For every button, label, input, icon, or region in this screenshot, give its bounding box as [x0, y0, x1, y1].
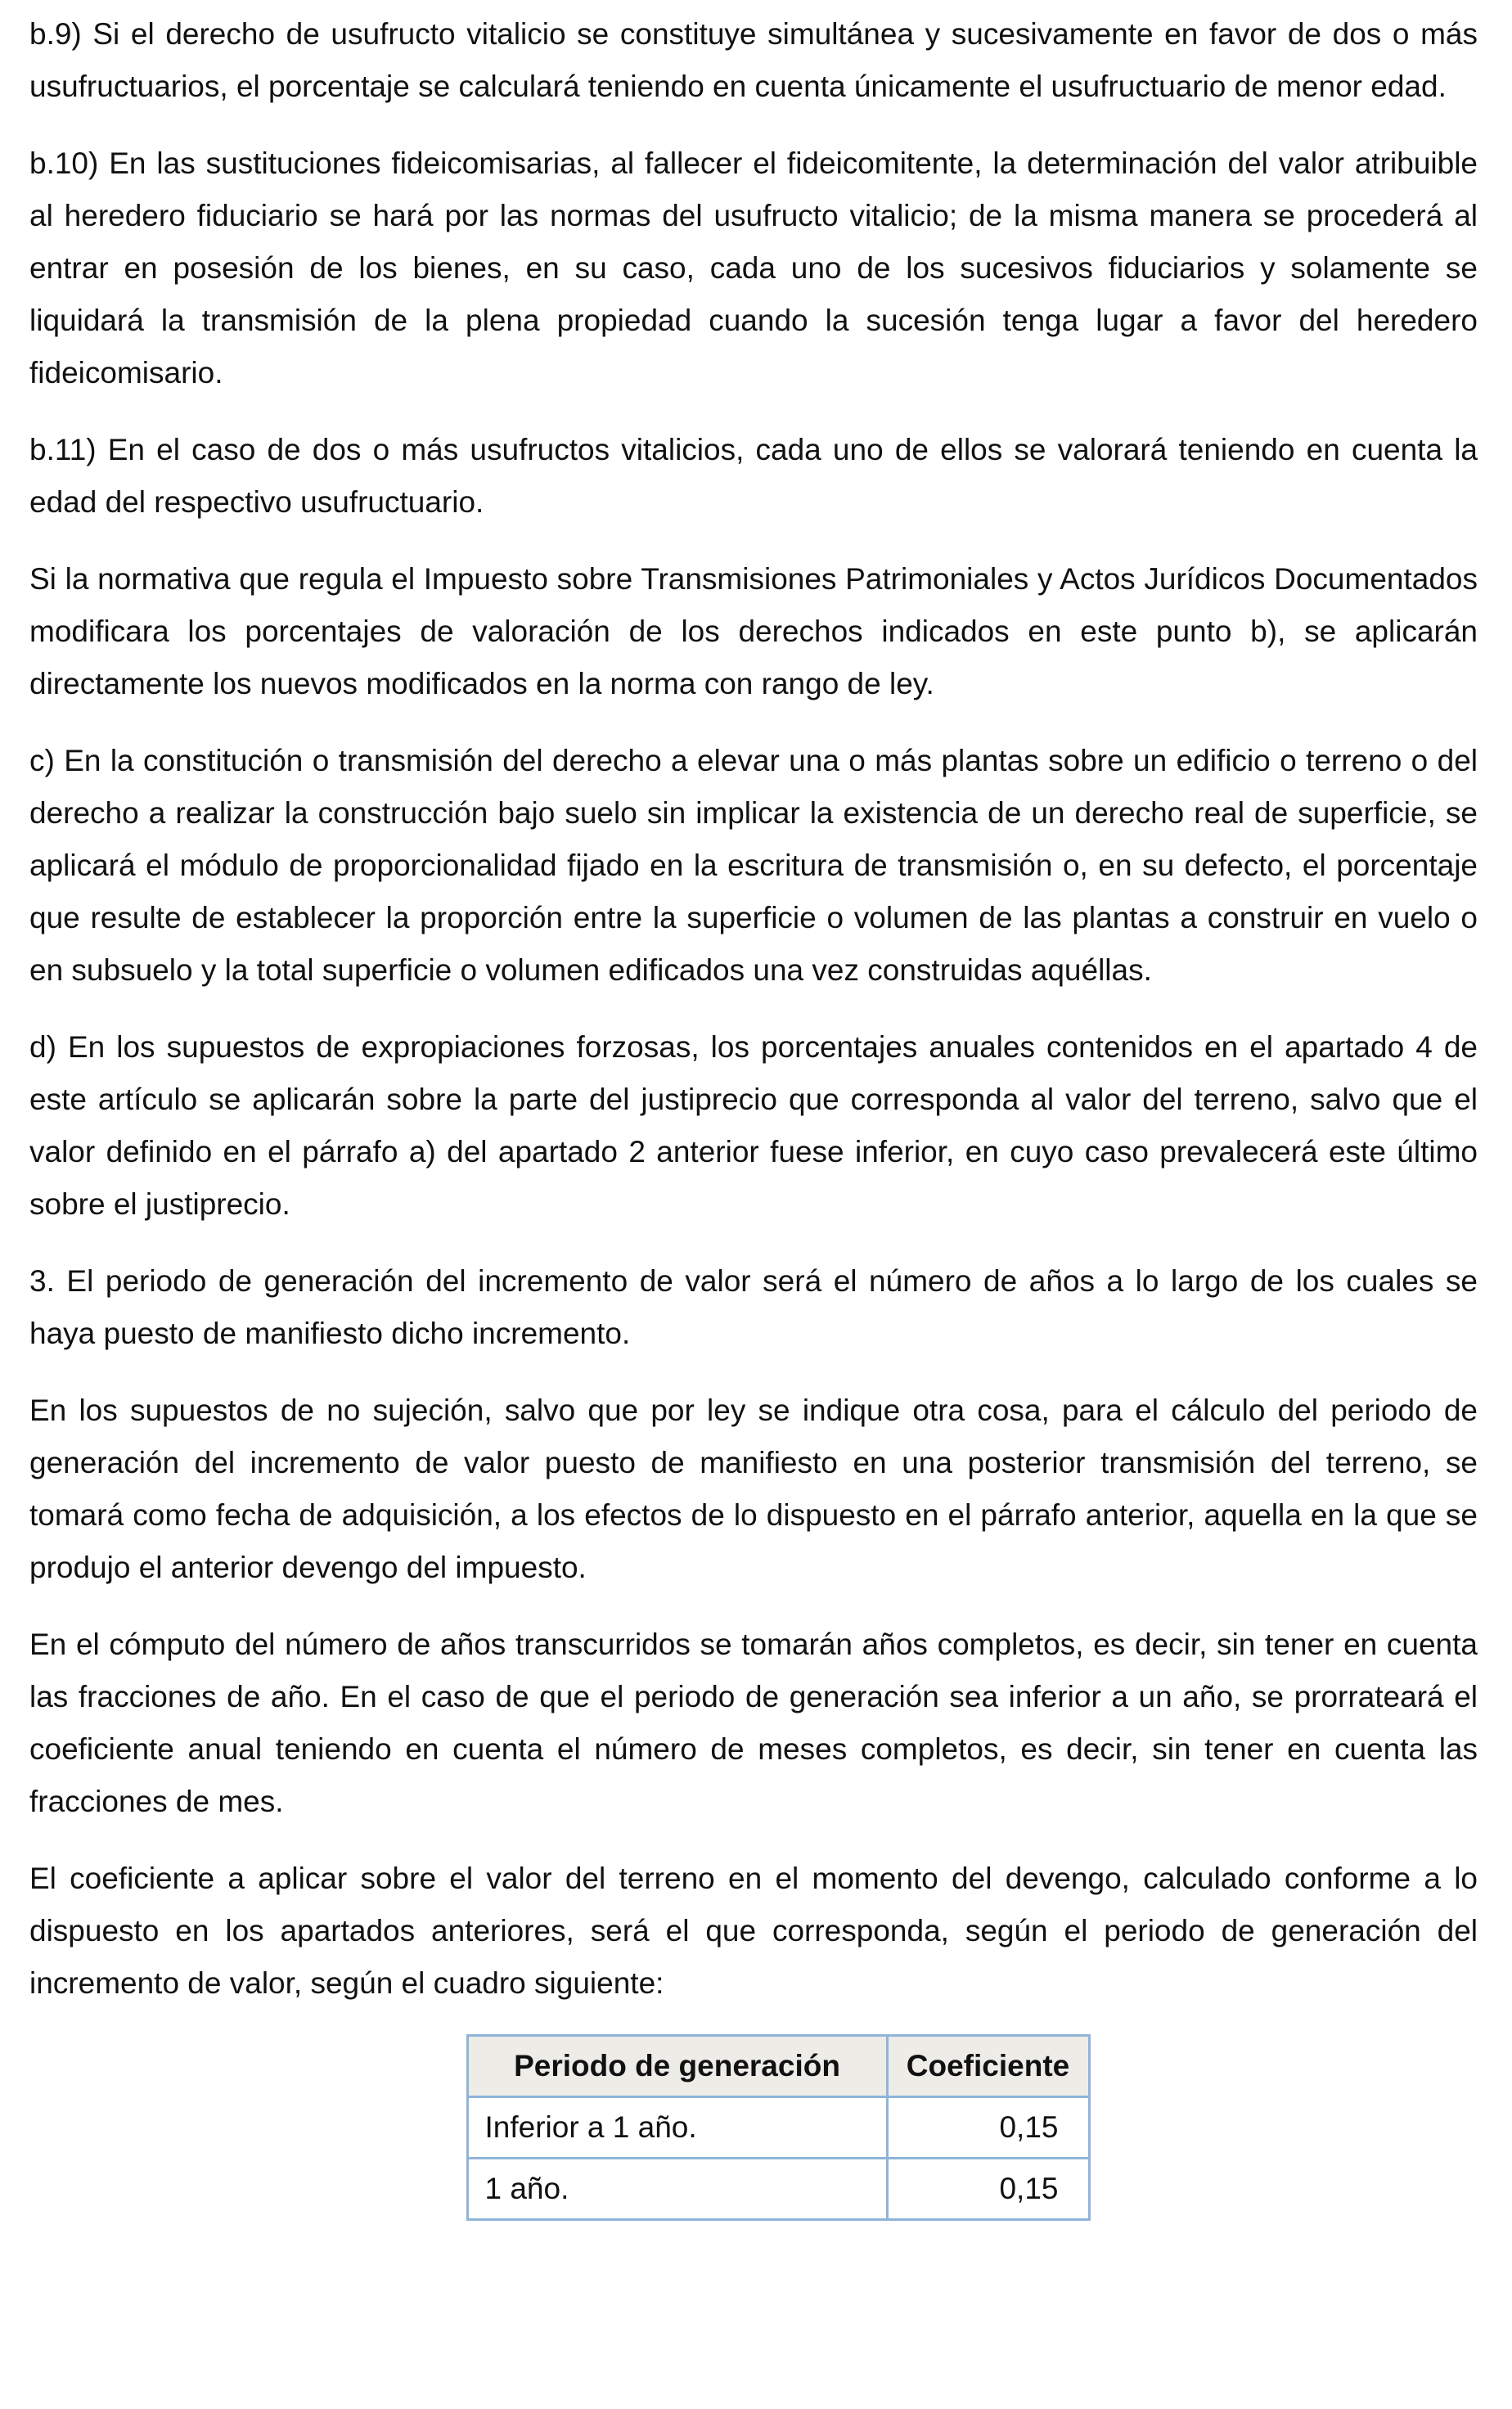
paragraph-b10: b.10) En las sustituciones fideicomisarias, al fallecer el fideicomitente, la determinación del valor atribuible al heredero fiduciario se hará por las normas del usufructo vitalicio; de la misma manera se procederá al entrar en posesión de los bienes, en su caso, cada uno de los sucesivos fiduciarios y solamente se liquidará la transmisión de la plena propiedad cuando la sucesión tenga lugar a favor del heredero fideicomisario.	[29, 146, 1478, 389]
paragraph-coeficiente: El coeficiente a aplicar sobre el valor del terreno en el momento del devengo, calculado conforme a lo dispuesto en los apartados anteriores, será el que corresponda, según el periodo de generación del incremento de valor, según el cuadro siguiente:	[29, 1862, 1478, 2000]
paragraph-3: 3. El periodo de generación del incremento de valor será el número de años a lo largo de los cuales se haya puesto de manifiesto dicho incremento.	[29, 1264, 1478, 1350]
cell-periodo: 1 año.	[467, 2159, 887, 2220]
cell-periodo: Inferior a 1 año.	[467, 2097, 887, 2159]
cell-coeficiente: 0,15	[887, 2097, 1089, 2159]
paragraph-normativa: Si la normativa que regula el Impuesto sobre Transmisiones Patrimoniales y Actos Jurídicos Documentados modificara los porcentajes de valoración de los derechos indicados en este punto b), se aplicarán directamente los nuevos modificados en la norma con rango de ley.	[29, 562, 1478, 700]
paragraph-d: d) En los supuestos de expropiaciones forzosas, los porcentajes anuales contenidos en el apartado 4 de este artículo se aplicarán sobre la parte del justiprecio que corresponda al valor del terreno, salvo que el valor definido en el párrafo a) del apartado 2 anterior fuese inferior, en cuyo caso prevalecerá este último sobre el justiprecio.	[29, 1030, 1478, 1221]
cell-coeficiente: 0,15	[887, 2159, 1089, 2220]
coefficient-table-wrapper	[29, 2034, 1478, 2221]
document-page	[29, 8, 1478, 2221]
header-coeficiente: Coeficiente	[887, 2036, 1089, 2097]
paragraph-no-sujecion: En los supuestos de no sujeción, salvo que por ley se indique otra cosa, para el cálculo del periodo de generación del incremento de valor puesto de manifiesto en una posterior transmisión del terreno, se tomará como fecha de adquisición, a los efectos de lo dispuesto en el párrafo anterior, aquella en la que se produjo el anterior devengo del impuesto.	[29, 1394, 1478, 1584]
table-header-row	[467, 2036, 1089, 2097]
coefficient-table	[466, 2034, 1091, 2221]
table-row	[467, 2097, 1089, 2159]
table-row	[467, 2159, 1089, 2220]
paragraph-c: c) En la constitución o transmisión del derecho a elevar una o más plantas sobre un edificio o terreno o del derecho a realizar la construcción bajo suelo sin implicar la existencia de un derecho real de superficie, se aplicará el módulo de proporcionalidad fijado en la escritura de transmisión o, en su defecto, el porcentaje que resulte de establecer la proporción entre la superficie o volumen de las plantas a construir en vuelo o en subsuelo y la total superficie o volumen edificados una vez construidas aquéllas.	[29, 744, 1478, 987]
paragraph-b9: b.9) Si el derecho de usufructo vitalicio se constituye simultánea y sucesivamente en favor de dos o más usufructuarios, el porcentaje se calculará teniendo en cuenta únicamente el usufructuario de menor edad.	[29, 17, 1478, 103]
header-periodo: Periodo de generación	[467, 2036, 887, 2097]
paragraph-b11: b.11) En el caso de dos o más usufructos vitalicios, cada uno de ellos se valorará teniendo en cuenta la edad del respectivo usufructuario.	[29, 433, 1478, 519]
paragraph-computo: En el cómputo del número de años transcurridos se tomarán años completos, es decir, sin tener en cuenta las fracciones de año. En el caso de que el periodo de generación sea inferior a un año, se prorrateará el coeficiente anual teniendo en cuenta el número de meses completos, es decir, sin tener en cuenta las fracciones de mes.	[29, 1628, 1478, 1818]
